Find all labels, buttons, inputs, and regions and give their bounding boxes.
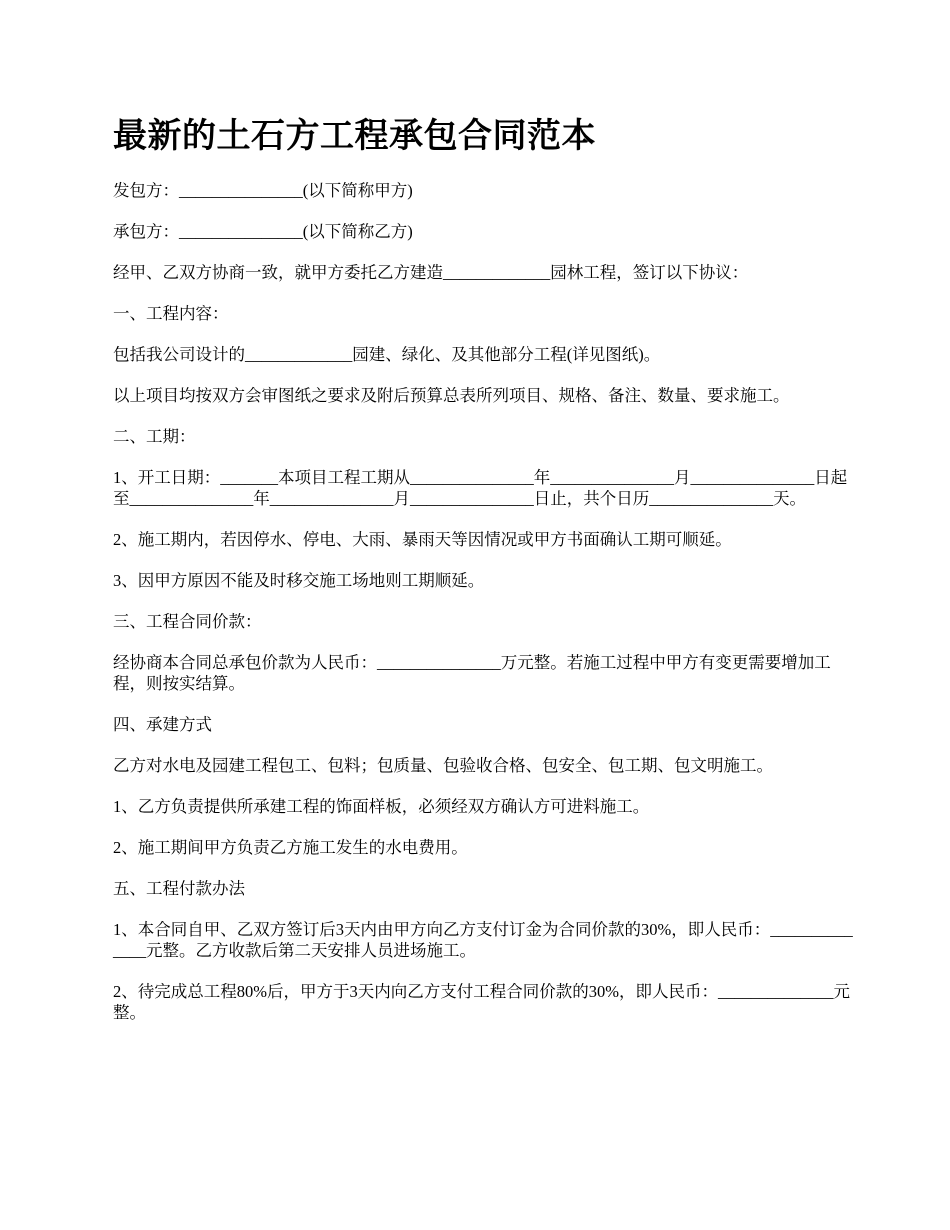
section-heading-5: 五、工程付款办法 [113, 879, 245, 898]
document-page [113, 112, 853, 1043]
section-3-text: 经协商本合同总承包价款为人民币：_______________万元整。若施工过程中甲方有变更需要增加工程，则按实结算。 [113, 653, 831, 693]
party-b-line: 承包方：_______________(以下简称乙方) [113, 222, 413, 241]
section-heading-3: 三、工程合同价款： [113, 612, 262, 631]
section-4-item-2: 2、施工期间甲方负责乙方施工发生的水电费用。 [113, 838, 468, 857]
document-title: 最新的土石方工程承包合同范本 [113, 116, 596, 156]
section-5-item-1: 1、本合同自甲、乙双方签订后3天内由甲方向乙方支付订金为合同价款的30%，即人民币：______________元整。乙方收款后第二天安排人员进场施工。 [113, 920, 853, 960]
section-2-item-1: 1、开工日期：_______本项目工程工期从_______________年_______________月_______________日起至_______________年_______________月_______________日止，共个日历_______________天。 [113, 468, 848, 508]
section-1-text-1: 包括我公司设计的_____________园建、绿化、及其他部分工程(详见图纸)。 [113, 345, 661, 364]
section-heading-2: 二、工期： [113, 427, 196, 446]
section-heading-4: 四、承建方式 [113, 715, 212, 734]
section-2-item-2: 2、施工期内，若因停水、停电、大雨、暴雨天等因情况或甲方书面确认工期可顺延。 [113, 530, 732, 549]
section-2-item-3: 3、因甲方原因不能及时移交施工场地则工期顺延。 [113, 571, 485, 590]
section-4-text: 乙方对水电及园建工程包工、包料；包质量、包验收合格、包安全、包工期、包文明施工。 [113, 756, 773, 775]
section-heading-1: 一、工程内容： [113, 304, 229, 323]
agreement-intro: 经甲、乙双方协商一致，就甲方委托乙方建造_____________园林工程，签订以下协议： [113, 263, 749, 282]
party-a-line: 发包方：_______________(以下简称甲方) [113, 181, 413, 200]
section-5-item-2: 2、待完成总工程80%后，甲方于3天内向乙方支付工程合同价款的30%，即人民币：______________元整。 [113, 982, 850, 1022]
section-4-item-1: 1、乙方负责提供所承建工程的饰面样板，必须经双方确认方可进料施工。 [113, 797, 650, 816]
section-1-text-2: 以上项目均按双方会审图纸之要求及附后预算总表所列项目、规格、备注、数量、要求施工。 [113, 386, 790, 405]
